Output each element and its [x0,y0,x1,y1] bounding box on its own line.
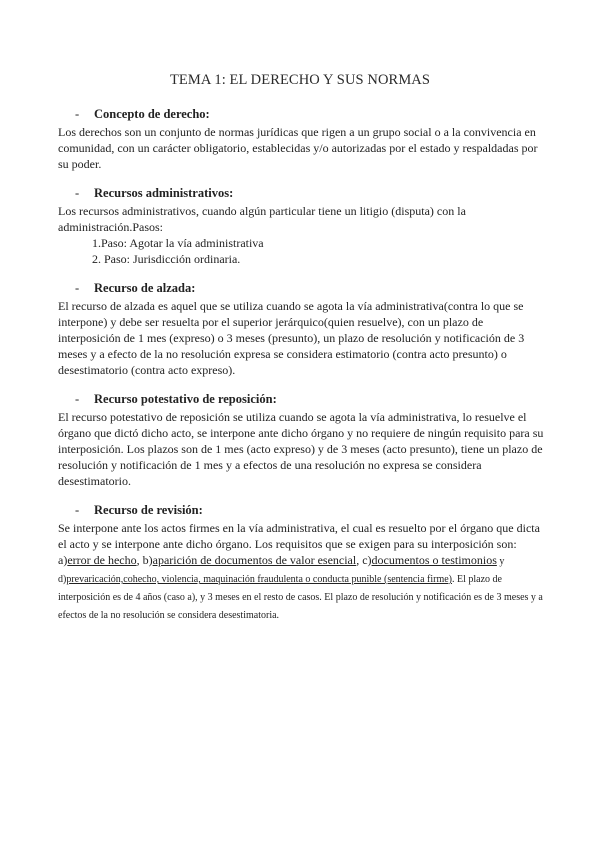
section-heading [58,186,546,203]
section-body: Los derechos son un conjunto de normas jurídicas que rigen a un grupo social o a la convivencia en comunidad, con un carácter obligatorio, establecidas y/o autorizadas por el estado y respaldadas por su poder. [58,125,538,171]
section-body: El recurso de alzada es aquel que se utiliza cuando se agota la vía administrativa(contra lo que se interpone) y debe ser resuelta por el superior jerárquico(quien resuelve), con un plazo de interposición de 1 mes (expreso) o 3 meses (presunto), un plazo de resolución y notificación de 3 meses y a efecto de la no resolución expresa se considera estimatorio (contra acto presunto) o desestimatorio (contra acto expreso). [58,299,525,377]
section-concepto-derecho [58,107,546,172]
bullet-dash: - [75,186,80,200]
section-heading [58,107,546,124]
req-d-text: prevaricación,cohecho, violencia, maquinación fraudulenta o conducta punible (sentencia firme) [66,574,453,585]
section-body [58,520,546,624]
req-a-text: error de hecho [67,553,137,567]
req-c-prefix: , c) [356,553,372,567]
section-heading [58,392,546,409]
step-item: 1.Paso: Agotar la vía administrativa [92,236,264,250]
body-intro: Se interpone ante los actos firmes en la vía administrativa, el cual es resuelto por el órgano que dicta el acto y se interpone ante dicho órgano. Los requisitos que se exigen para su interposición son: [58,521,540,551]
section-heading [58,281,546,298]
bullet-dash: - [75,107,80,121]
section-recursos-administrativos [58,186,546,267]
section-recurso-reposicion [58,392,546,489]
heading-text: Recurso de alzada: [94,281,196,295]
req-b-prefix: , b) [136,553,153,567]
document-title: TEMA 1: EL DERECHO Y SUS NORMAS [169,72,431,88]
section-recurso-revision [58,503,546,624]
section-body: El recurso potestativo de reposición se utiliza cuando se agota la vía administrativa, lo resuelve el órgano que dictó dicho acto, se interpone ante dicho órgano y no requiere de ningún requisito para su interposición. Los plazos son de 1 mes (acto expreso) y de 3 meses (acto presunto), tiene un plazo de resolución y notificación de 1 mes y a efectos de una resolución no expresa se considera desestimatorio. [58,410,544,488]
req-b-text: aparición de documentos de valor esencial [152,553,357,567]
bullet-dash: - [75,392,80,406]
req-d-prefix: y d) [58,556,505,585]
section-recurso-alzada [58,281,546,378]
bullet-dash: - [75,281,80,295]
section-body: Los recursos administrativos, cuando algún particular tiene un litigio (disputa) con la administración.Pasos: [58,204,466,234]
heading-text: Recurso potestativo de reposición: [94,392,277,406]
req-c-text: documentos o testimonios [371,553,497,567]
bullet-dash: - [75,503,80,517]
req-a-prefix: a) [58,553,68,567]
heading-text: Concepto de derecho: [94,107,210,121]
step-item: 2. Paso: Jurisdicción ordinaria. [92,252,241,266]
heading-text: Recurso de revisión: [94,503,203,517]
body-end: . El plazo de interposición es de 4 años (caso a), y 3 meses en el resto de casos. El plazo de resolución y notificación es de 3 meses y a efectos de la no resolución se considera desestimatoria. [58,574,543,621]
heading-text: Recursos administrativos: [94,186,234,200]
section-heading [58,503,546,520]
